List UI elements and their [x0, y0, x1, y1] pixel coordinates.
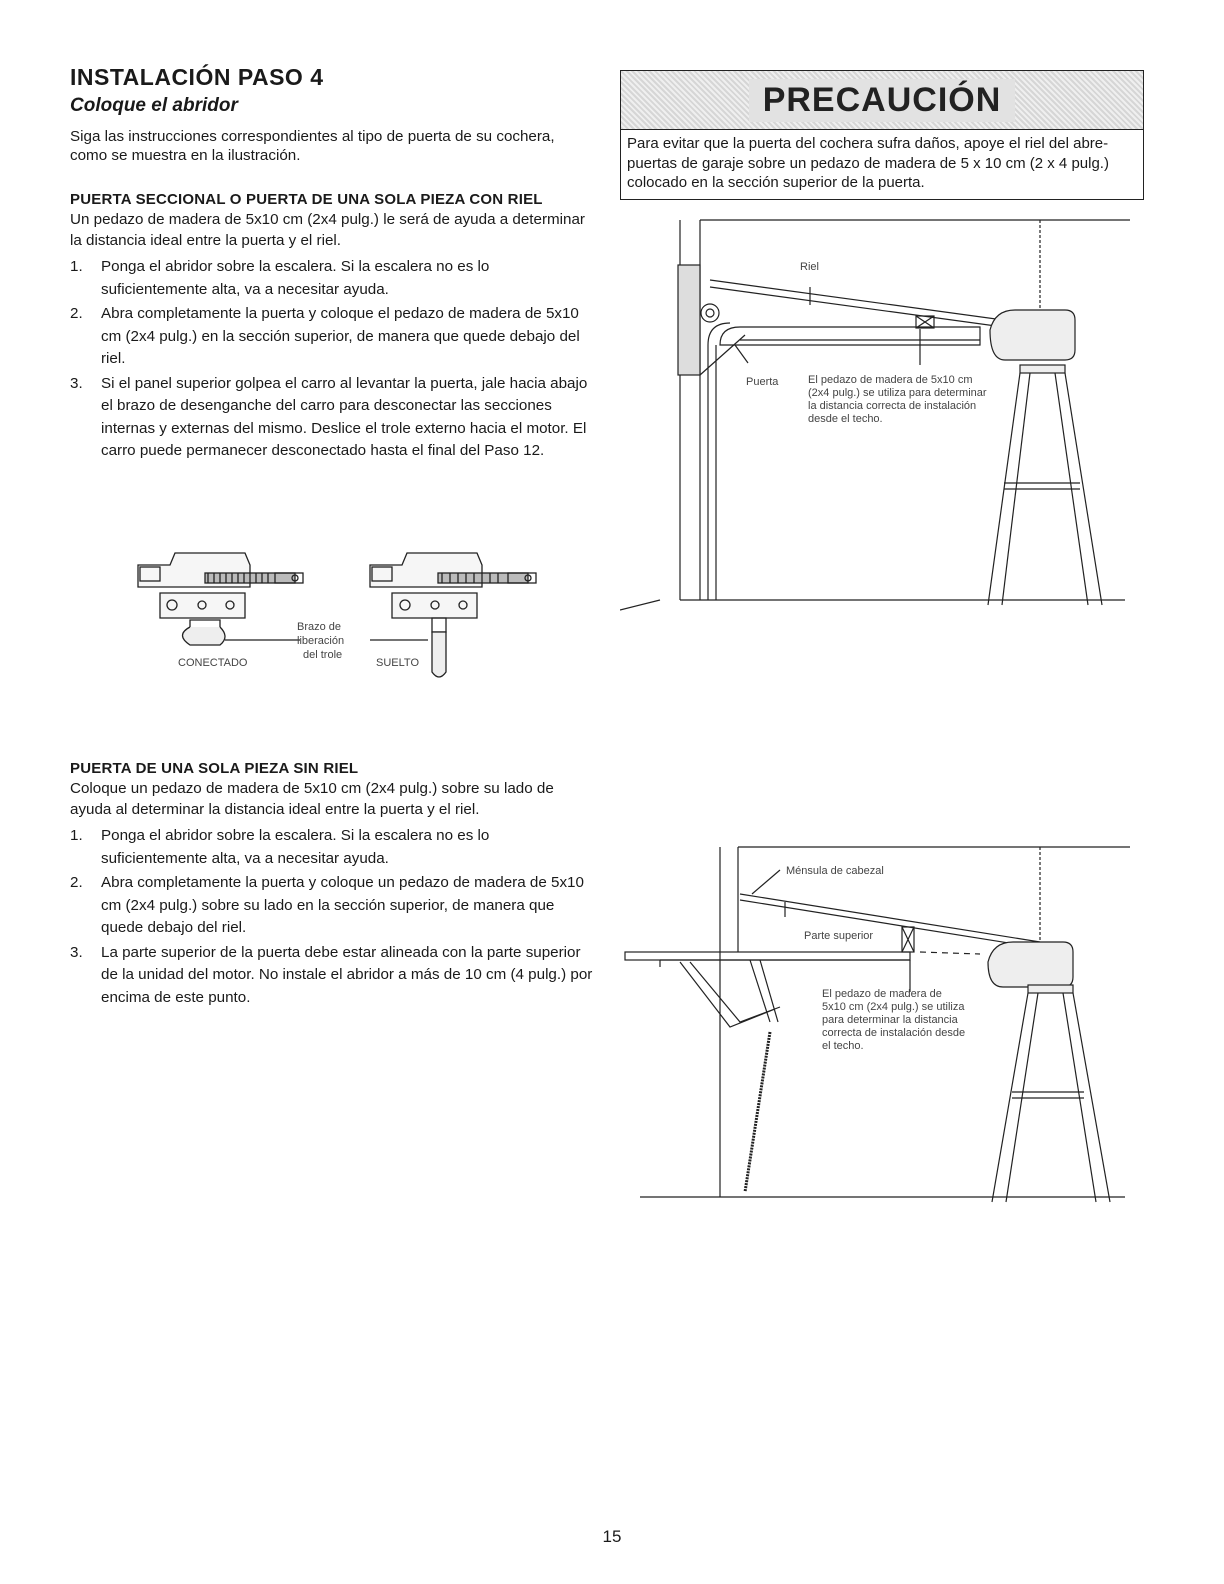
- step-list: [70, 256, 598, 463]
- section-one-piece-door: [70, 760, 598, 1011]
- caution-text: Para evitar que la puerta del cochera sufra daños, apoye el riel del abre-puertas de garaje sobre un pedazo de madera de 5 x 10 cm (2 x 4 pulg.) colocado en la sección superior de la puerta.: [627, 135, 1109, 191]
- step-text: Abra completamente la puerta y coloque el pedazo de madera de 5x10 cm (2x4 pulg.) en la sección superior, de manera que quede debajo del riel.: [101, 305, 580, 367]
- label-release-arm-3: del trole: [303, 649, 343, 661]
- step-subtitle: Coloque el abridor: [70, 95, 238, 116]
- intro-text: Siga las instrucciones correspondientes al tipo de puerta de su cochera, como se muestra en la ilustración.: [70, 128, 555, 164]
- step-title: INSTALACIÓN PASO 4: [70, 64, 324, 90]
- step-text: Abra completamente la puerta y coloque un pedazo de madera de 5x10 cm (2x4 pulg.) sobre su lado en la sección superior, de manera que quede debajo del riel.: [101, 874, 584, 936]
- section-sectional-door: [70, 191, 598, 465]
- label-release-arm-2: liberación: [297, 635, 345, 647]
- step-text: Si el panel superior golpea el carro al levantar la puerta, jale hacia abajo el brazo de desenganche del carro para desconectar las secciones internas y externas del mismo. Deslice el trole externo hacia el motor. El carro puede permanecer desconectado hasta el final del Paso 12.: [101, 374, 588, 459]
- caution-title: PRECAUCIÓN: [749, 79, 1016, 122]
- caution-header: [621, 71, 1143, 130]
- step-text: La parte superior de la puerta debe estar alineada con la parte superior de la unidad del motor. No instale el abridor a más de 10 cm (4 pulg.) por encima de este punto.: [101, 943, 593, 1006]
- page-number: 15: [602, 1527, 622, 1546]
- figure1-note-line: desde el techo.: [808, 413, 883, 425]
- step-number: 3.: [70, 943, 83, 961]
- section-paragraph: Un pedazo de madera de 5x10 cm (2x4 pulg.) le será de ayuda a determinar la distancia ideal entre la puerta y el riel.: [70, 211, 585, 249]
- trolley-illustration: [120, 545, 560, 695]
- step-text: Ponga el abridor sobre la escalera. Si la escalera no es lo suficientemente alta, va a necesitar ayuda.: [101, 827, 490, 867]
- label-rail: Riel: [800, 261, 819, 273]
- label-loose: SUELTO: [376, 657, 419, 669]
- step-number: 2.: [70, 305, 83, 322]
- caution-box: [620, 70, 1144, 200]
- list-item: [70, 942, 598, 1010]
- sectional-door-illustration: [620, 215, 1140, 620]
- figure1-note-line: la distancia correcta de instalación: [808, 400, 977, 412]
- label-connected: CONECTADO: [178, 657, 248, 669]
- section-heading: PUERTA SECCIONAL O PUERTA DE UNA SOLA PIEZA CON RIEL: [70, 191, 543, 208]
- label-door: Puerta: [746, 376, 779, 388]
- figure2-note-line: El pedazo de madera de: [822, 988, 942, 1000]
- section-paragraph: Coloque un pedazo de madera de 5x10 cm (2x4 pulg.) sobre su lado de ayuda al determinar la distancia ideal entre la puerta y el riel.: [70, 780, 554, 818]
- figure2-note-line: para determinar la distancia: [822, 1014, 958, 1026]
- step-text: Ponga el abridor sobre la escalera. Si la escalera no es lo suficientemente alta, va a necesitar ayuda.: [101, 258, 490, 298]
- figure2-note-line: el techo.: [822, 1040, 864, 1052]
- label-header-bracket: Ménsula de cabezal: [786, 865, 884, 877]
- figure1-note-line: (2x4 pulg.) se utiliza para determinar: [808, 387, 987, 399]
- step-number: 1.: [70, 258, 83, 275]
- figure2-note-line: 5x10 cm (2x4 pulg.) se utiliza: [822, 1001, 965, 1013]
- figure1-note-line: El pedazo de madera de 5x10 cm: [808, 374, 973, 386]
- label-top: Parte superior: [804, 930, 874, 942]
- one-piece-door-illustration: [620, 842, 1140, 1212]
- list-item: [70, 373, 598, 463]
- list-item: [70, 303, 598, 371]
- label-release-arm-1: Brazo de: [297, 621, 342, 633]
- figure2-note-line: correcta de instalación desde: [822, 1027, 966, 1039]
- step-number: 3.: [70, 374, 83, 392]
- section-heading: PUERTA DE UNA SOLA PIEZA SIN RIEL: [70, 760, 359, 777]
- list-item: [70, 256, 598, 301]
- step-number: 2.: [70, 874, 83, 891]
- list-item: [70, 872, 598, 940]
- step-list: [70, 825, 598, 1009]
- list-item: [70, 825, 598, 870]
- step-number: 1.: [70, 827, 83, 844]
